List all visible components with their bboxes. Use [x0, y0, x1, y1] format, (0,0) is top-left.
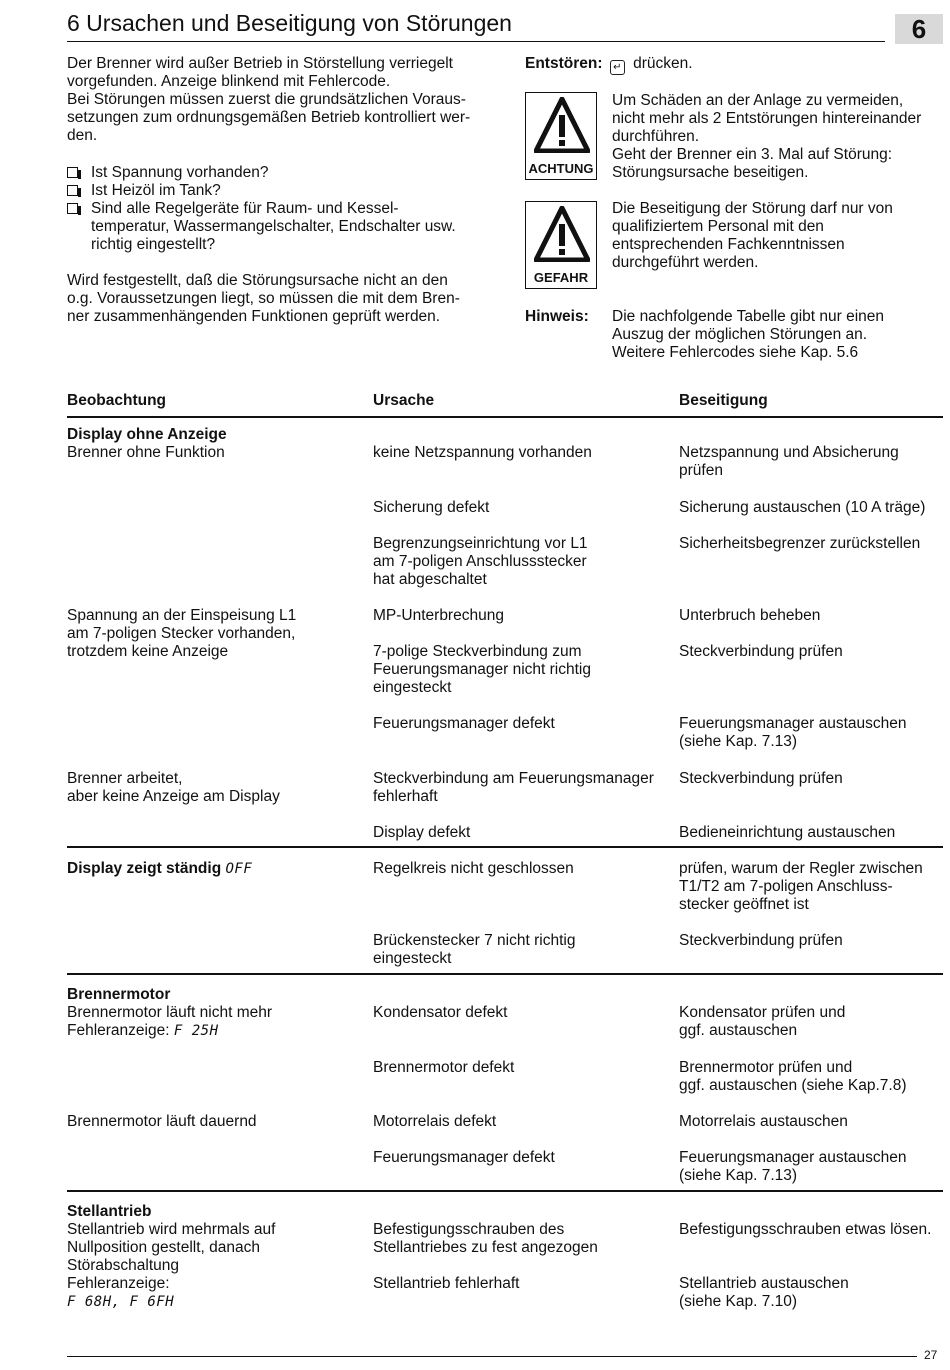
- footer-rule: [67, 1356, 917, 1357]
- cause-cell: Stellantrieb fehlerhaft: [373, 1275, 520, 1292]
- intro-line: ner zusammenhängenden Funktionen geprüft werden.: [67, 308, 441, 325]
- cause-cell: Brückenstecker 7 nicht richtig eingesteckt: [373, 932, 576, 967]
- page-title: 6 Ursachen und Beseitigung von Störungen: [67, 10, 512, 36]
- achtung-label: ACHTUNG: [528, 161, 594, 176]
- fix-cell: Brennermotor prüfen und ggf. austauschen (siehe Kap.7.8): [679, 1059, 907, 1094]
- intro-line: Wird festgestellt, daß die Störungsursache nicht an den: [67, 272, 448, 289]
- error-code: F 68H, F 6FH: [67, 1294, 175, 1310]
- observation-cell: Brenner arbeitet, aber keine Anzeige am Display: [67, 770, 280, 805]
- group-title-display: Display ohne Anzeige: [67, 426, 227, 443]
- observation-cell: Spannung an der Einspeisung L1 am 7-poligen Stecker vorhanden, trotzdem keine Anzeige: [67, 607, 297, 660]
- checkbox-icon: [67, 185, 78, 196]
- gefahr-label: GEFAHR: [533, 270, 589, 285]
- intro-line: den.: [67, 127, 98, 144]
- fix-cell: Bedieneinrichtung austauschen: [679, 824, 896, 841]
- intro-paragraph-2: [67, 272, 487, 326]
- page-number: 27: [924, 1348, 938, 1362]
- entstoeren-text: drücken.: [633, 55, 693, 72]
- entstoeren-instruction: [525, 55, 925, 75]
- cause-cell: Feuerungsmanager defekt: [373, 715, 555, 732]
- fix-cell: Netzspannung und Absicherung prüfen: [679, 444, 899, 479]
- group-title-off: Display zeigt ständig OFF: [67, 860, 253, 877]
- error-code: F 25H: [173, 1023, 219, 1039]
- fix-cell: Feuerungsmanager austauschen (siehe Kap. 7.13): [679, 715, 907, 750]
- gefahr-text: Die Beseitigung der Störung darf nur von qualifiziertem Personal mit den entsprechenden Fachkenntnissen durchgeführt werden.: [612, 200, 893, 271]
- fix-cell: Sicherheitsbegrenzer zurückstellen: [679, 535, 921, 552]
- column-header-ursache: Ursache: [373, 392, 435, 409]
- fix-cell: Sicherung austauschen (10 A träge): [679, 499, 926, 516]
- cause-cell: Steckverbindung am Feuerungsmanager fehlerhaft: [373, 770, 654, 805]
- group-divider: [67, 973, 943, 975]
- fix-cell: Steckverbindung prüfen: [679, 932, 843, 949]
- achtung-warning-sign: [525, 92, 597, 180]
- observation-cell: Brennermotor läuft dauernd: [67, 1113, 257, 1130]
- fix-cell: Motorrelais austauschen: [679, 1113, 848, 1130]
- fix-cell: Stellantrieb austauschen (siehe Kap. 7.10): [679, 1275, 849, 1310]
- intro-line: Bei Störungen müssen zuerst die grundsätzlichen Voraus-: [67, 91, 466, 108]
- cause-cell: MP-Unterbrechung: [373, 607, 504, 624]
- fix-cell: Unterbruch beheben: [679, 607, 821, 624]
- cause-cell: keine Netzspannung vorhanden: [373, 444, 592, 461]
- checklist-item: Ist Spannung vorhanden?: [67, 164, 487, 182]
- cause-cell: 7-polige Steckverbindung zum Feuerungsmanager nicht richtig eingesteckt: [373, 643, 591, 696]
- entstoeren-label: Entstören:: [525, 55, 603, 72]
- observation-cell: Brenner ohne Funktion: [67, 444, 225, 461]
- checklist-item: Sind alle Regelgeräte für Raum- und Kessel-: [67, 200, 487, 218]
- cause-cell: Regelkreis nicht geschlossen: [373, 860, 574, 877]
- warning-triangle-icon: [534, 97, 590, 153]
- hinweis-label: Hinweis:: [525, 308, 589, 325]
- cause-cell: Sicherung defekt: [373, 499, 490, 516]
- hinweis-text: Die nachfolgende Tabelle gibt nur einen Auszug der möglichen Störungen an. Weitere Fehlercodes siehe Kap. 5.6: [612, 308, 885, 361]
- chapter-badge: 6: [895, 14, 943, 44]
- cause-cell: Befestigungsschrauben des Stellantriebes zu fest angezogen: [373, 1221, 598, 1256]
- cause-cell: Motorrelais defekt: [373, 1113, 497, 1130]
- display-code: OFF: [225, 861, 253, 877]
- checklist-item-continued: temperatur, Wassermangelschalter, Endschalter usw.: [91, 218, 456, 235]
- checklist-item-continued: richtig eingestellt?: [91, 236, 216, 253]
- intro-line: o.g. Voraussetzungen liegt, so müssen die mit dem Bren-: [67, 290, 460, 307]
- table-header-rule: [67, 416, 943, 418]
- danger-triangle-icon: [534, 206, 590, 262]
- column-header-beseitigung: Beseitigung: [679, 392, 768, 409]
- checklist-item: Ist Heizöl im Tank?: [67, 182, 487, 200]
- intro-line: Der Brenner wird außer Betrieb in Störstellung verriegelt: [67, 55, 453, 72]
- fix-cell: Steckverbindung prüfen: [679, 770, 843, 787]
- cause-cell: Begrenzungseinrichtung vor L1 am 7-poligen Anschlussstecker hat abgeschaltet: [373, 535, 588, 588]
- cause-cell: Brennermotor defekt: [373, 1059, 515, 1076]
- title-divider: [67, 41, 885, 42]
- cause-cell: Feuerungsmanager defekt: [373, 1149, 555, 1166]
- fix-cell: Feuerungsmanager austauschen (siehe Kap. 7.13): [679, 1149, 907, 1184]
- achtung-text: Um Schäden an der Anlage zu vermeiden, nicht mehr als 2 Entstörungen hintereinander durchführen. Geht der Brenner ein 3. Mal auf Störung: Störungsursache beseitigen.: [612, 92, 922, 181]
- group-title-motor: Brennermotor: [67, 986, 171, 1003]
- column-header-beobachtung: Beobachtung: [67, 392, 167, 409]
- intro-line: setzungen zum ordnungsgemäßen Betrieb kontrolliert wer-: [67, 109, 471, 126]
- group-divider: [67, 1190, 943, 1192]
- observation-cell: Brennermotor läuft nicht mehr Fehleranzeige: F 25H: [67, 1004, 273, 1039]
- gefahr-warning-sign: [525, 201, 597, 289]
- group-title-actuator: Stellantrieb: [67, 1203, 152, 1220]
- group-divider: [67, 846, 943, 848]
- fix-cell: Kondensator prüfen und ggf. austauschen: [679, 1004, 846, 1039]
- intro-line: vorgefunden. Anzeige blinkend mit Fehlercode.: [67, 73, 391, 90]
- checkbox-icon: [67, 203, 78, 214]
- checklist: [67, 164, 487, 254]
- fix-cell: Befestigungsschrauben etwas lösen.: [679, 1221, 932, 1238]
- enter-key-icon: ↵: [610, 60, 625, 75]
- checkbox-icon: [67, 167, 78, 178]
- cause-cell: Kondensator defekt: [373, 1004, 508, 1021]
- intro-paragraph: [67, 55, 487, 145]
- fix-cell: prüfen, warum der Regler zwischen T1/T2 am 7-poligen Anschluss- stecker geöffnet ist: [679, 860, 923, 913]
- fix-cell: Steckverbindung prüfen: [679, 643, 843, 660]
- observation-cell: Stellantrieb wird mehrmals auf Nullposition gestellt, danach Störabschaltung Fehleranzeige: F 68H, F 6FH: [67, 1221, 367, 1311]
- cause-cell: Display defekt: [373, 824, 471, 841]
